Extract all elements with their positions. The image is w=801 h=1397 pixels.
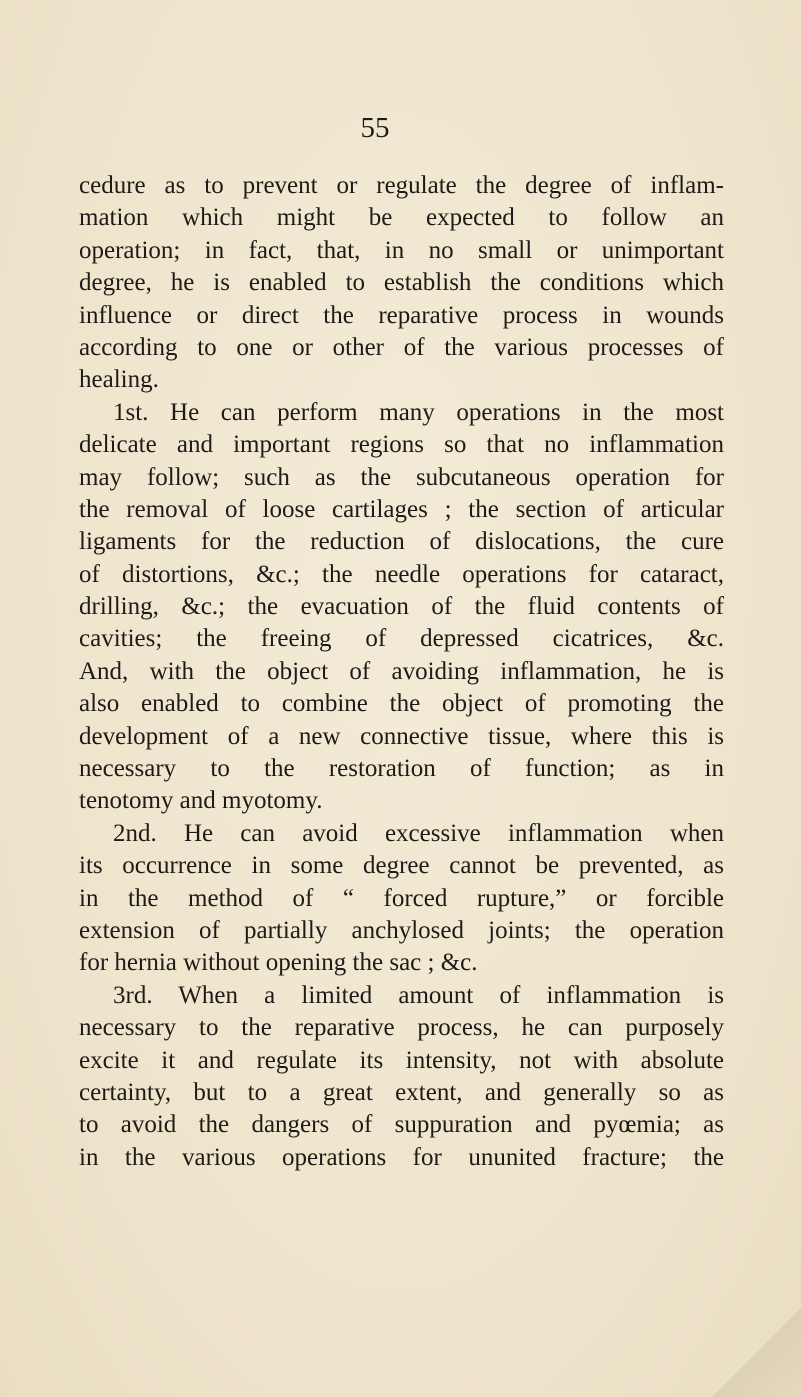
text-line: necessary to the restoration of function; as in bbox=[79, 755, 724, 783]
text-line: And, with the object of avoiding inflammation, he is bbox=[79, 657, 724, 685]
text-line: 1st. He can perform many operations in the most bbox=[113, 398, 724, 426]
text-line: mation which might be expected to follow an bbox=[79, 204, 724, 232]
text-line: healing. bbox=[79, 366, 159, 394]
text-line: cedure as to prevent or regulate the degree of inflam- bbox=[79, 172, 724, 199]
text-line: degree, he is enabled to establish the conditions which bbox=[79, 269, 724, 297]
text-line: excite it and regulate its intensity, not with absolute bbox=[79, 1046, 724, 1074]
text-line: in the method of “ forced rupture,” or forcible bbox=[79, 884, 724, 912]
text-line: in the various operations for ununited fracture; the bbox=[79, 1143, 724, 1171]
text-line: tenotomy and myotomy. bbox=[79, 787, 323, 815]
text-line: to avoid the dangers of suppuration and pyœmia; as bbox=[79, 1111, 724, 1139]
text-line: the removal of loose cartilages ; the section of articular bbox=[79, 495, 724, 523]
text-line: ligaments for the reduction of dislocations, the cure bbox=[79, 528, 724, 556]
text-line: its occurrence in some degree cannot be prevented, as bbox=[79, 852, 724, 880]
text-line: influence or direct the reparative process in wounds bbox=[79, 301, 724, 329]
text-line: delicate and important regions so that no inflammation bbox=[79, 431, 724, 459]
text-line: of distortions, &c.; the needle operations for cataract, bbox=[79, 560, 724, 588]
text-line: drilling, &c.; the evacuation of the fluid contents of bbox=[79, 593, 724, 621]
text-line: 3rd. When a limited amount of inflammation is bbox=[113, 981, 724, 1009]
text-line: also enabled to combine the object of promoting the bbox=[79, 690, 724, 718]
page-corner-shadow bbox=[711, 1307, 801, 1397]
page-number: 55 bbox=[360, 112, 390, 144]
text-line: development of a new connective tissue, where this is bbox=[79, 722, 724, 750]
text-line: may follow; such as the subcutaneous operation for bbox=[79, 463, 724, 491]
text-line: for hernia without opening the sac ; &c. bbox=[79, 949, 478, 977]
text-line: extension of partially anchylosed joints; the operation bbox=[79, 916, 724, 944]
text-line: certainty, but to a great extent, and generally so as bbox=[79, 1078, 724, 1106]
text-line: according to one or other of the various processes of bbox=[79, 333, 724, 361]
text-line: necessary to the reparative process, he can purposely bbox=[79, 1014, 724, 1042]
text-line: cavities; the freeing of depressed cicatrices, &c. bbox=[79, 625, 724, 653]
text-line: operation; in fact, that, in no small or unimportant bbox=[79, 236, 724, 264]
body-text bbox=[79, 170, 724, 1174]
text-line: 2nd. He can avoid excessive inflammation when bbox=[113, 819, 724, 847]
